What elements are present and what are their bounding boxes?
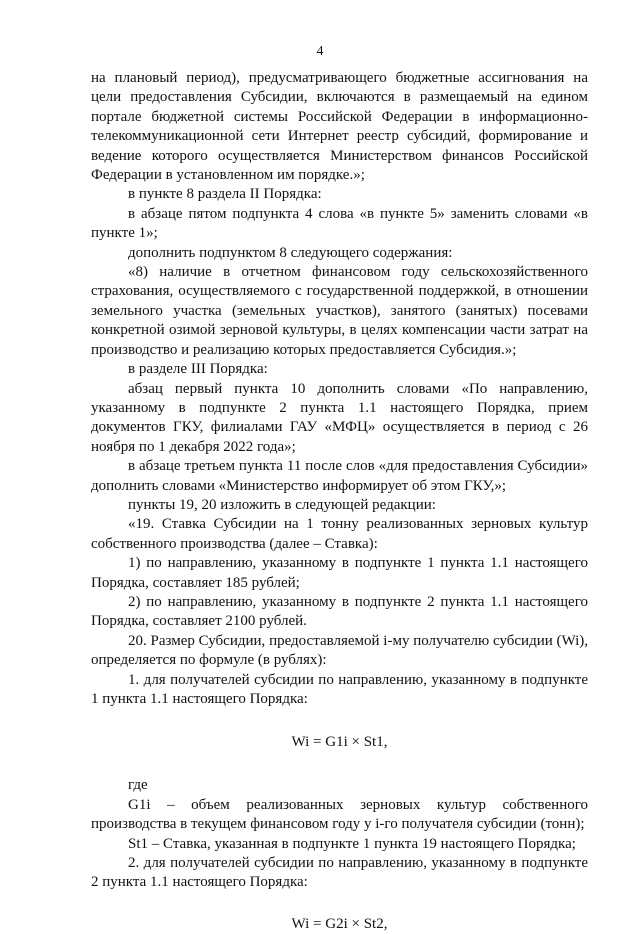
paragraph: St1 – Ставка, указанная в подпункте 1 пункта 19 настоящего Порядка; (128, 835, 576, 852)
paragraph: в пункте 8 раздела II Порядка: (128, 186, 322, 203)
paragraph: 20. Размер Субсидии, предоставляемой i-му получателю субсидии (Wi), определяется по формуле (в рублях): (91, 632, 588, 669)
formula-2: Wi = G2i × St2, (291, 915, 388, 932)
paragraph: в разделе III Порядка: (128, 361, 268, 378)
formula-1: Wi = G1i × St1, (291, 734, 388, 751)
paragraph: в абзаце третьем пункта 11 после слов «для предоставления Субсидии» дополнить словами «Министерство информирует об этом ГКУ,»; (91, 458, 588, 494)
paragraph-group-1 (91, 69, 588, 709)
paragraph: на плановый период), предусматривающего бюджетные ассигнования на цели предоставления Субсидии, включаются в размещаемый на едином портале бюджетной системы Российской Федерации в информационно-телекоммуникационной сети Интернет реестр субсидий, формирование и ведение которого осуществляется Министерством финансов Российской Федерации в установленном им порядке.»; (91, 70, 588, 184)
paragraph: 2. для получателей субсидии по направлению, указанному в подпункте 2 пункта 1.1 настоящего Порядка: (91, 855, 588, 891)
paragraph-group-2 (91, 776, 588, 892)
paragraph: «8) наличие в отчетном финансовом году сельскохозяйственного страхования, осуществляемого с государственной поддержкой, в отношении земельного участка (земельных участков), занятого (занятых) посевами конкретной озимой зерновой культуры, в целях компенсации части затрат на производство и реализацию которых предоставляется Субсидия.»; (91, 264, 588, 358)
paragraph: 2) по направлению, указанному в подпункте 2 пункта 1.1 настоящего Порядка, составляет 2100 рублей. (91, 593, 588, 630)
document-body (91, 69, 588, 934)
paragraph: «19. Ставка Субсидии на 1 тонну реализованных зерновых культур собственного производства (далее – Ставка): (91, 516, 588, 552)
paragraph: 1. для получателей субсидии по направлению, указанному в подпункте 1 пункта 1.1 настоящего Порядка: (91, 671, 588, 707)
paragraph: где (128, 777, 148, 794)
paragraph: 1) по направлению, указанному в подпункте 1 пункта 1.1 настоящего Порядка, составляет 185 рублей; (91, 555, 588, 591)
paragraph: пункты 19, 20 изложить в следующей редакции: (128, 496, 436, 513)
paragraph: G1i – объем реализованных зерновых культур собственного производства в текущем финансовом году у i-го получателя субсидии (тонн); (91, 796, 588, 833)
paragraph: абзац первый пункта 10 дополнить словами «По направлению, указанному в подпункте 2 пункта 1.1 настоящего Порядка, прием документов ГКУ, филиалами ГАУ «МФЦ» осуществляется в период с 26 ноября по 1 декабря 2022 года»; (91, 380, 588, 455)
paragraph: в абзаце пятом подпункта 4 слова «в пункте 5» заменить словами «в пункте 1»; (91, 205, 588, 242)
page-number: 4 (316, 44, 324, 59)
paragraph: дополнить подпунктом 8 следующего содержания: (128, 244, 453, 261)
